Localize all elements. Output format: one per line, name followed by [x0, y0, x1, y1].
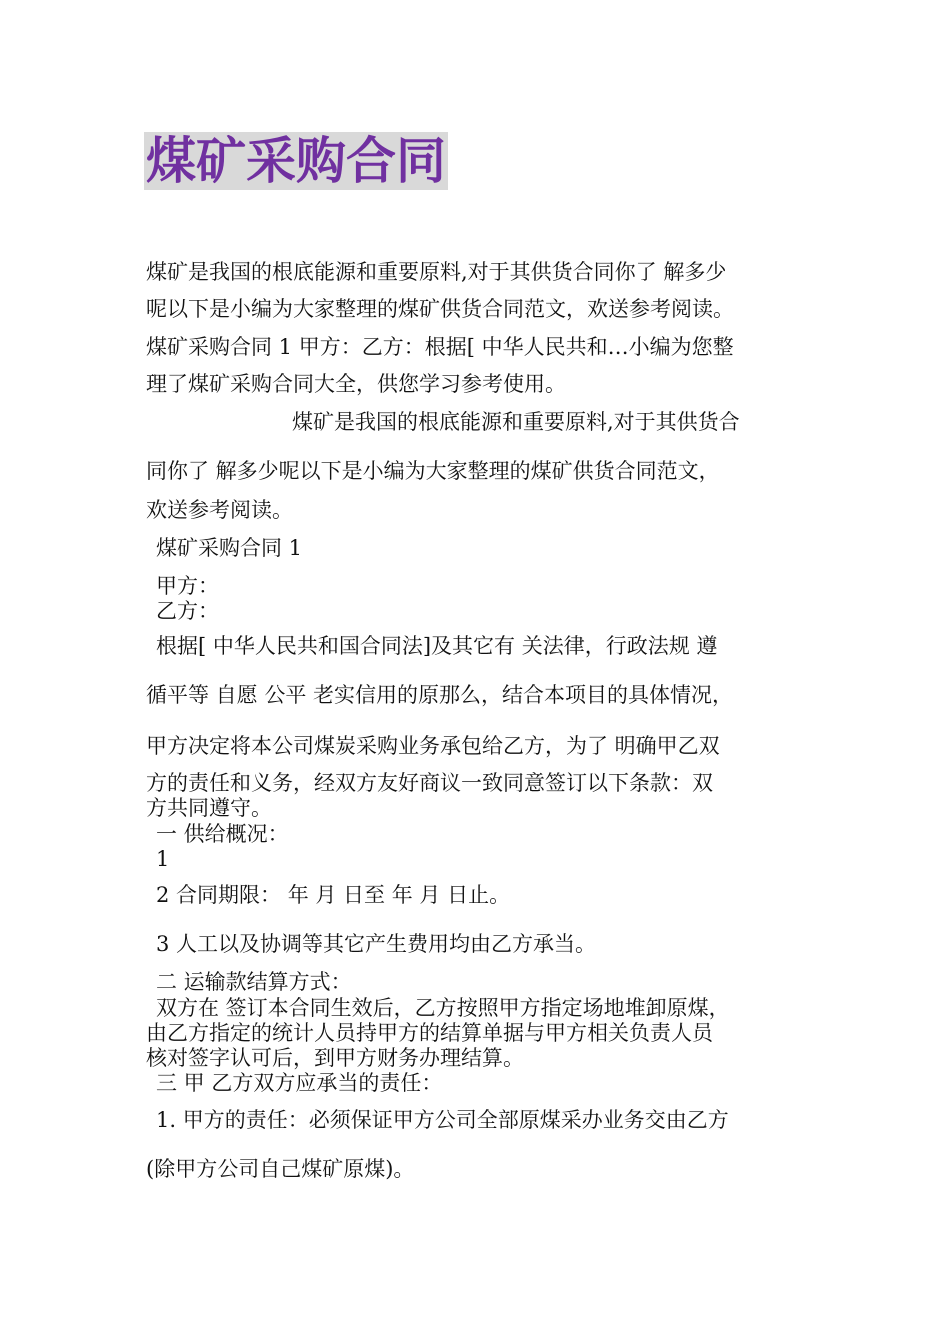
text-line: 由乙方指定的统计人员持甲方的结算单据与甲方相关负责人员 [146, 1021, 713, 1045]
text-line: 煤矿是我国的根底能源和重要原料,对于其供货合同你了 解多少 [146, 260, 727, 284]
text-line: 甲方： [156, 574, 219, 598]
text-line: 呢以下是小编为大家整理的煤矿供货合同范文，欢送参考阅读。 [146, 297, 734, 321]
text-line: 理了煤矿采购合同大全，供您学习参考使用。 [146, 372, 566, 396]
text-line: 一 供给概况： [156, 822, 289, 846]
text-line: 煤矿采购合同 1 甲方：乙方：根据[ 中华人民共和…小编为您整 [146, 335, 734, 359]
document-title: 煤矿采购合同 [146, 132, 446, 190]
text-line: 双方在 签订本合同生效后，乙方按照甲方指定场地堆卸原煤， [156, 996, 730, 1020]
text-line: 同你了 解多少呢以下是小编为大家整理的煤矿供货合同范文， [146, 459, 720, 483]
text-line: 3 人工以及协调等其它产生费用均由乙方承当。 [156, 932, 597, 956]
text-line: 二 运输款结算方式： [156, 970, 352, 994]
text-line: 方的责任和义务，经双方友好商议一致同意签订以下条款：双 [146, 771, 713, 795]
text-line: 1. 甲方的责任：必须保证甲方公司全部原煤采办业务交由乙方 [156, 1108, 729, 1132]
text-line: 1 [156, 847, 170, 871]
text-line: (除甲方公司自己煤矿原煤)。 [146, 1157, 415, 1181]
text-line: 乙方： [156, 599, 219, 623]
text-line: 核对签字认可后，到甲方财务办理结算。 [146, 1046, 524, 1070]
text-line: 煤矿是我国的根底能源和重要原料,对于其供货合 [292, 410, 740, 434]
text-line: 循平等 自愿 公平 老实信用的原那么，结合本项目的具体情况， [146, 683, 734, 707]
text-line: 煤矿采购合同 1 [156, 536, 303, 560]
text-line: 2 合同期限： 年 月 日至 年 月 日止。 [156, 883, 511, 907]
text-line: 根据[ 中华人民共和国合同法]及其它有 关法律，行政法规 遵 [156, 634, 718, 658]
text-line: 三 甲 乙方双方应承当的责任： [156, 1071, 443, 1095]
text-line: 欢送参考阅读。 [146, 498, 293, 522]
text-line: 方共同遵守。 [146, 796, 272, 820]
text-line: 甲方决定将本公司煤炭采购业务承包给乙方，为了 明确甲乙双 [146, 734, 720, 758]
